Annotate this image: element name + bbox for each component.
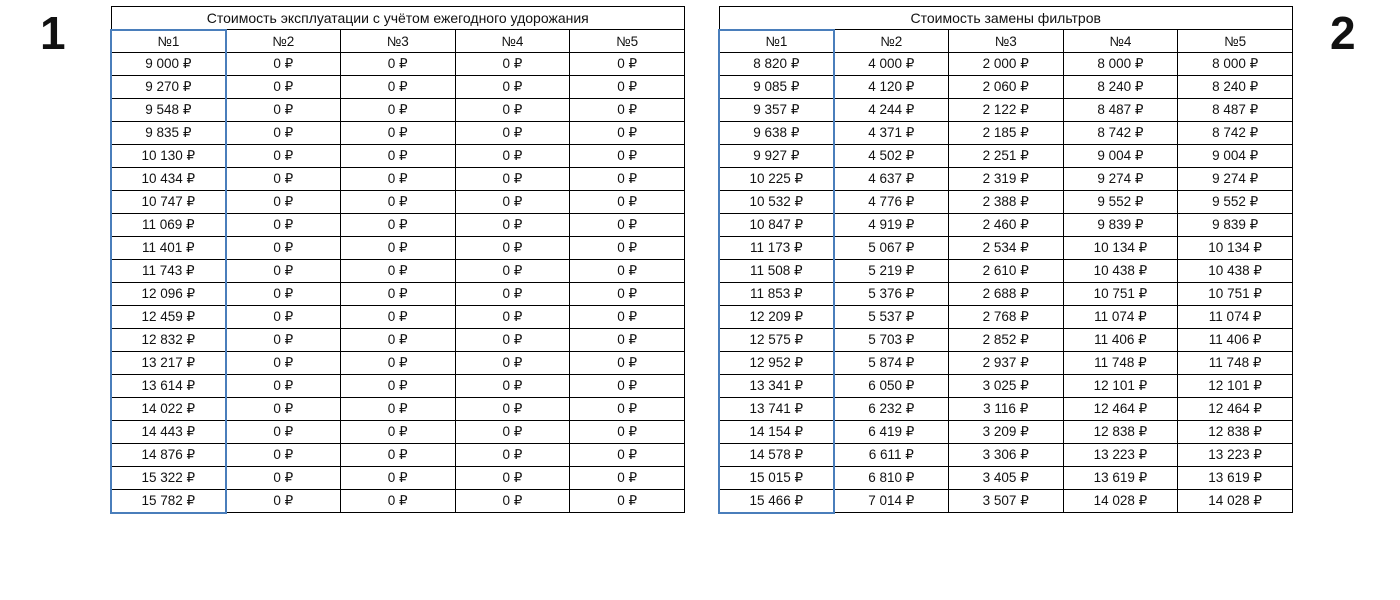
table-cell: 0 ₽ — [455, 398, 570, 421]
column-header-1: №1 — [111, 30, 226, 53]
table-cell: 0 ₽ — [455, 467, 570, 490]
table-row — [111, 375, 685, 398]
table-cell: 0 ₽ — [570, 214, 685, 237]
table-cell: 0 ₽ — [226, 490, 341, 513]
table-row — [111, 444, 685, 467]
table-cell: 0 ₽ — [340, 145, 455, 168]
table-cell: 14 578 ₽ — [719, 444, 834, 467]
table-cell: 0 ₽ — [570, 490, 685, 513]
table-cell: 0 ₽ — [226, 214, 341, 237]
table-cell: 0 ₽ — [226, 421, 341, 444]
table-cell: 5 874 ₽ — [834, 352, 949, 375]
table-cell: 0 ₽ — [570, 444, 685, 467]
table-cell: 15 015 ₽ — [719, 467, 834, 490]
table-cell: 9 357 ₽ — [719, 99, 834, 122]
table-cell: 6 050 ₽ — [834, 375, 949, 398]
table-cell: 10 751 ₽ — [1063, 283, 1178, 306]
table-row — [719, 306, 1293, 329]
operating-cost-table — [110, 6, 685, 514]
table-cell: 0 ₽ — [455, 375, 570, 398]
table-cell: 0 ₽ — [455, 237, 570, 260]
table-row — [719, 145, 1293, 168]
table-cell: 3 306 ₽ — [948, 444, 1063, 467]
table-cell: 0 ₽ — [455, 214, 570, 237]
table-cell: 2 319 ₽ — [948, 168, 1063, 191]
table-cell: 0 ₽ — [570, 283, 685, 306]
table-row — [111, 122, 685, 145]
table-row — [719, 444, 1293, 467]
table-cell: 12 832 ₽ — [111, 329, 226, 352]
table-cell: 2 610 ₽ — [948, 260, 1063, 283]
table-cell: 10 751 ₽ — [1178, 283, 1293, 306]
table-cell: 0 ₽ — [340, 99, 455, 122]
table-cell: 0 ₽ — [340, 237, 455, 260]
table-cell: 0 ₽ — [570, 53, 685, 76]
table-cell: 9 274 ₽ — [1178, 168, 1293, 191]
table-cell: 0 ₽ — [570, 191, 685, 214]
table-row — [111, 329, 685, 352]
table-cell: 3 405 ₽ — [948, 467, 1063, 490]
table-cell: 0 ₽ — [226, 168, 341, 191]
table-cell: 9 000 ₽ — [111, 53, 226, 76]
table-header-row — [719, 30, 1293, 53]
table-cell: 0 ₽ — [455, 168, 570, 191]
table-cell: 12 209 ₽ — [719, 306, 834, 329]
table-cell: 0 ₽ — [340, 352, 455, 375]
table-cell: 0 ₽ — [570, 306, 685, 329]
table-cell: 0 ₽ — [226, 191, 341, 214]
table-cell: 5 067 ₽ — [834, 237, 949, 260]
table-row — [719, 76, 1293, 99]
table-cell: 0 ₽ — [340, 283, 455, 306]
table-cell: 0 ₽ — [570, 329, 685, 352]
table-cell: 0 ₽ — [340, 53, 455, 76]
table-cell: 11 743 ₽ — [111, 260, 226, 283]
table-cell: 0 ₽ — [455, 352, 570, 375]
table-row — [111, 490, 685, 513]
table-cell: 2 060 ₽ — [948, 76, 1063, 99]
table-cell: 0 ₽ — [570, 398, 685, 421]
table-cell: 12 575 ₽ — [719, 329, 834, 352]
table-cell: 12 838 ₽ — [1178, 421, 1293, 444]
table-row — [719, 329, 1293, 352]
marker-label-1: 1 — [40, 7, 66, 59]
table-cell: 8 820 ₽ — [719, 53, 834, 76]
table-cell: 2 937 ₽ — [948, 352, 1063, 375]
table-cell: 0 ₽ — [570, 168, 685, 191]
table-cell: 11 173 ₽ — [719, 237, 834, 260]
table-cell: 3 507 ₽ — [948, 490, 1063, 513]
table-cell: 0 ₽ — [455, 421, 570, 444]
table-cell: 10 438 ₽ — [1178, 260, 1293, 283]
table-row — [719, 237, 1293, 260]
table-cell: 0 ₽ — [226, 237, 341, 260]
table-cell: 10 130 ₽ — [111, 145, 226, 168]
table-cell: 2 000 ₽ — [948, 53, 1063, 76]
table-row — [719, 191, 1293, 214]
table-row — [111, 191, 685, 214]
table-cell: 0 ₽ — [226, 260, 341, 283]
table-row — [111, 398, 685, 421]
table-row — [719, 398, 1293, 421]
filter-replacement-cost-table — [718, 6, 1293, 514]
table-cell: 11 074 ₽ — [1178, 306, 1293, 329]
table-row — [111, 237, 685, 260]
table-cell: 8 000 ₽ — [1178, 53, 1293, 76]
table-cell: 8 487 ₽ — [1063, 99, 1178, 122]
title-row — [719, 7, 1293, 30]
table-cell: 9 548 ₽ — [111, 99, 226, 122]
table-cell: 14 028 ₽ — [1178, 490, 1293, 513]
table-cell: 10 532 ₽ — [719, 191, 834, 214]
table-cell: 3 116 ₽ — [948, 398, 1063, 421]
table-cell: 0 ₽ — [226, 99, 341, 122]
table-cell: 0 ₽ — [340, 375, 455, 398]
table-row — [111, 99, 685, 122]
table-cell: 0 ₽ — [570, 467, 685, 490]
column-header-2: №2 — [226, 30, 341, 53]
table-cell: 4 919 ₽ — [834, 214, 949, 237]
table-cell: 5 703 ₽ — [834, 329, 949, 352]
table-cell: 13 223 ₽ — [1063, 444, 1178, 467]
table-cell: 12 838 ₽ — [1063, 421, 1178, 444]
table-cell: 0 ₽ — [570, 421, 685, 444]
table-cell: 2 460 ₽ — [948, 214, 1063, 237]
column-header-5: №5 — [570, 30, 685, 53]
table-cell: 6 810 ₽ — [834, 467, 949, 490]
table-cell: 2 852 ₽ — [948, 329, 1063, 352]
column-header-1: №1 — [719, 30, 834, 53]
column-header-4: №4 — [455, 30, 570, 53]
table-cell: 0 ₽ — [226, 145, 341, 168]
table-cell: 0 ₽ — [570, 122, 685, 145]
table-title: Стоимость эксплуатации с учётом ежегодного удорожания — [111, 7, 685, 30]
table-row — [719, 214, 1293, 237]
table-cell: 2 768 ₽ — [948, 306, 1063, 329]
table-cell: 14 028 ₽ — [1063, 490, 1178, 513]
table-cell: 0 ₽ — [570, 76, 685, 99]
table-row — [719, 375, 1293, 398]
table-cell: 14 022 ₽ — [111, 398, 226, 421]
table-cell: 13 619 ₽ — [1178, 467, 1293, 490]
table-cell: 0 ₽ — [226, 122, 341, 145]
table-cell: 0 ₽ — [455, 444, 570, 467]
table-cell: 9 085 ₽ — [719, 76, 834, 99]
table-cell: 0 ₽ — [226, 467, 341, 490]
table-cell: 0 ₽ — [455, 99, 570, 122]
table-cell: 3 025 ₽ — [948, 375, 1063, 398]
table-cell: 0 ₽ — [455, 145, 570, 168]
table-cell: 4 000 ₽ — [834, 53, 949, 76]
table-row — [719, 421, 1293, 444]
table-cell: 8 240 ₽ — [1178, 76, 1293, 99]
table-cell: 6 232 ₽ — [834, 398, 949, 421]
table-row — [719, 53, 1293, 76]
table-cell: 13 619 ₽ — [1063, 467, 1178, 490]
table-row — [111, 283, 685, 306]
table-cell: 0 ₽ — [340, 76, 455, 99]
column-header-3: №3 — [948, 30, 1063, 53]
table-cell: 10 847 ₽ — [719, 214, 834, 237]
table-cell: 8 742 ₽ — [1063, 122, 1178, 145]
table-row — [111, 76, 685, 99]
table-cell: 8 000 ₽ — [1063, 53, 1178, 76]
table-cell: 13 741 ₽ — [719, 398, 834, 421]
table-cell: 10 438 ₽ — [1063, 260, 1178, 283]
table-cell: 2 534 ₽ — [948, 237, 1063, 260]
table-cell: 2 251 ₽ — [948, 145, 1063, 168]
table-cell: 13 614 ₽ — [111, 375, 226, 398]
table-cell: 0 ₽ — [226, 76, 341, 99]
table-cell: 12 464 ₽ — [1063, 398, 1178, 421]
table-cell: 8 742 ₽ — [1178, 122, 1293, 145]
filter-replacement-cost-table-body — [719, 7, 1293, 513]
table-cell: 0 ₽ — [340, 490, 455, 513]
table-cell: 9 638 ₽ — [719, 122, 834, 145]
table-cell: 2 388 ₽ — [948, 191, 1063, 214]
table-cell: 4 244 ₽ — [834, 99, 949, 122]
table-cell: 0 ₽ — [455, 306, 570, 329]
table-cell: 4 502 ₽ — [834, 145, 949, 168]
column-header-2: №2 — [834, 30, 949, 53]
table-cell: 5 537 ₽ — [834, 306, 949, 329]
table-cell: 0 ₽ — [340, 122, 455, 145]
table-cell: 0 ₽ — [226, 352, 341, 375]
table-cell: 14 876 ₽ — [111, 444, 226, 467]
table-cell: 4 637 ₽ — [834, 168, 949, 191]
table-cell: 0 ₽ — [226, 398, 341, 421]
table-cell: 7 014 ₽ — [834, 490, 949, 513]
table-cell: 0 ₽ — [340, 168, 455, 191]
table-cell: 2 122 ₽ — [948, 99, 1063, 122]
table-cell: 10 434 ₽ — [111, 168, 226, 191]
table-cell: 0 ₽ — [226, 375, 341, 398]
table-cell: 12 464 ₽ — [1178, 398, 1293, 421]
table-row — [111, 214, 685, 237]
table-cell: 15 782 ₽ — [111, 490, 226, 513]
table-cell: 9 274 ₽ — [1063, 168, 1178, 191]
table-cell: 0 ₽ — [570, 99, 685, 122]
table-cell: 0 ₽ — [455, 191, 570, 214]
table-row — [111, 260, 685, 283]
table-cell: 4 120 ₽ — [834, 76, 949, 99]
table-row — [111, 467, 685, 490]
table-cell: 0 ₽ — [340, 398, 455, 421]
table-cell: 11 748 ₽ — [1063, 352, 1178, 375]
table-cell: 0 ₽ — [226, 283, 341, 306]
table-cell: 9 839 ₽ — [1178, 214, 1293, 237]
table-cell: 0 ₽ — [455, 76, 570, 99]
table-cell: 4 776 ₽ — [834, 191, 949, 214]
table-cell: 0 ₽ — [226, 444, 341, 467]
table-cell: 9 552 ₽ — [1178, 191, 1293, 214]
table-row — [719, 260, 1293, 283]
table-row — [111, 168, 685, 191]
table-row — [111, 53, 685, 76]
table-cell: 0 ₽ — [340, 421, 455, 444]
table-cell: 0 ₽ — [455, 283, 570, 306]
table-cell: 15 322 ₽ — [111, 467, 226, 490]
table-cell: 13 223 ₽ — [1178, 444, 1293, 467]
column-header-4: №4 — [1063, 30, 1178, 53]
table-cell: 11 508 ₽ — [719, 260, 834, 283]
table-cell: 5 219 ₽ — [834, 260, 949, 283]
filter-replacement-cost-table-block — [718, 6, 1293, 514]
column-header-5: №5 — [1178, 30, 1293, 53]
table-cell: 0 ₽ — [455, 53, 570, 76]
table-row — [111, 145, 685, 168]
table-cell: 10 747 ₽ — [111, 191, 226, 214]
table-cell: 0 ₽ — [340, 214, 455, 237]
column-header-3: №3 — [340, 30, 455, 53]
table-cell: 10 225 ₽ — [719, 168, 834, 191]
table-cell: 11 406 ₽ — [1178, 329, 1293, 352]
table-cell: 9 839 ₽ — [1063, 214, 1178, 237]
table-cell: 11 853 ₽ — [719, 283, 834, 306]
table-cell: 0 ₽ — [340, 306, 455, 329]
table-cell: 11 406 ₽ — [1063, 329, 1178, 352]
table-cell: 0 ₽ — [570, 145, 685, 168]
table-cell: 13 217 ₽ — [111, 352, 226, 375]
table-row — [719, 99, 1293, 122]
table-cell: 11 401 ₽ — [111, 237, 226, 260]
table-cell: 0 ₽ — [340, 444, 455, 467]
table-header-row — [111, 30, 685, 53]
table-cell: 0 ₽ — [226, 53, 341, 76]
table-cell: 11 069 ₽ — [111, 214, 226, 237]
table-cell: 0 ₽ — [455, 122, 570, 145]
table-row — [719, 490, 1293, 513]
table-cell: 11 074 ₽ — [1063, 306, 1178, 329]
table-cell: 6 419 ₽ — [834, 421, 949, 444]
table-cell: 0 ₽ — [455, 260, 570, 283]
table-row — [111, 421, 685, 444]
table-cell: 0 ₽ — [570, 237, 685, 260]
operating-cost-table-block — [110, 6, 685, 514]
table-cell: 13 341 ₽ — [719, 375, 834, 398]
table-cell: 0 ₽ — [570, 352, 685, 375]
table-row — [719, 467, 1293, 490]
table-cell: 0 ₽ — [226, 306, 341, 329]
operating-cost-table-body — [111, 7, 685, 513]
table-row — [111, 306, 685, 329]
table-row — [719, 122, 1293, 145]
table-cell: 15 466 ₽ — [719, 490, 834, 513]
table-cell: 12 101 ₽ — [1178, 375, 1293, 398]
table-cell: 12 101 ₽ — [1063, 375, 1178, 398]
table-cell: 3 209 ₽ — [948, 421, 1063, 444]
table-cell: 0 ₽ — [455, 329, 570, 352]
table-cell: 12 096 ₽ — [111, 283, 226, 306]
table-cell: 9 004 ₽ — [1063, 145, 1178, 168]
table-cell: 0 ₽ — [340, 467, 455, 490]
table-cell: 9 835 ₽ — [111, 122, 226, 145]
table-row — [111, 352, 685, 375]
table-cell: 12 952 ₽ — [719, 352, 834, 375]
table-cell: 2 688 ₽ — [948, 283, 1063, 306]
table-row — [719, 352, 1293, 375]
table-cell: 8 487 ₽ — [1178, 99, 1293, 122]
table-cell: 0 ₽ — [570, 375, 685, 398]
table-title: Стоимость замены фильтров — [719, 7, 1293, 30]
title-row — [111, 7, 685, 30]
table-cell: 2 185 ₽ — [948, 122, 1063, 145]
table-cell: 14 443 ₽ — [111, 421, 226, 444]
table-cell: 9 270 ₽ — [111, 76, 226, 99]
table-cell: 0 ₽ — [340, 191, 455, 214]
table-cell: 0 ₽ — [226, 329, 341, 352]
table-cell: 12 459 ₽ — [111, 306, 226, 329]
table-cell: 8 240 ₽ — [1063, 76, 1178, 99]
table-cell: 9 927 ₽ — [719, 145, 834, 168]
table-cell: 9 004 ₽ — [1178, 145, 1293, 168]
table-cell: 5 376 ₽ — [834, 283, 949, 306]
table-cell: 0 ₽ — [455, 490, 570, 513]
table-cell: 10 134 ₽ — [1063, 237, 1178, 260]
table-row — [719, 283, 1293, 306]
table-cell: 4 371 ₽ — [834, 122, 949, 145]
table-cell: 11 748 ₽ — [1178, 352, 1293, 375]
table-cell: 0 ₽ — [340, 329, 455, 352]
table-row — [719, 168, 1293, 191]
table-cell: 9 552 ₽ — [1063, 191, 1178, 214]
marker-label-2: 2 — [1330, 7, 1356, 59]
table-cell: 6 611 ₽ — [834, 444, 949, 467]
table-cell: 14 154 ₽ — [719, 421, 834, 444]
table-cell: 0 ₽ — [570, 260, 685, 283]
table-cell: 10 134 ₽ — [1178, 237, 1293, 260]
table-cell: 0 ₽ — [340, 260, 455, 283]
